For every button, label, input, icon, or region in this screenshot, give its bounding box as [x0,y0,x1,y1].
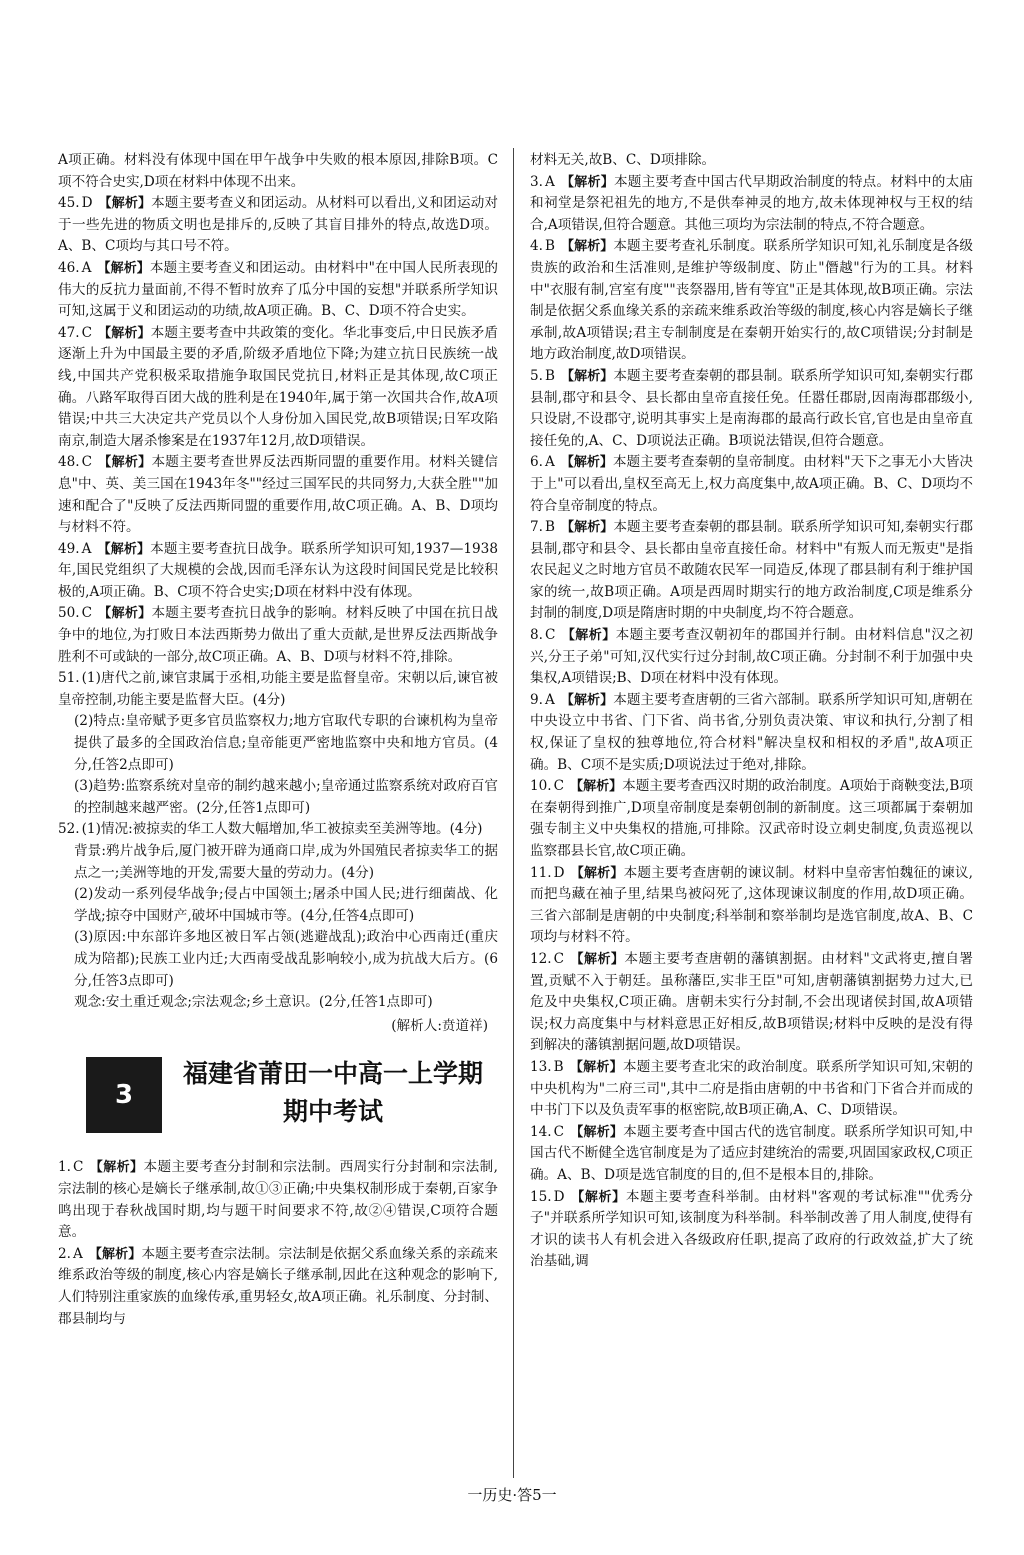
answer-choice: C [544,627,556,644]
page-footer: 一历史·答5一 [467,1486,557,1504]
answer-choice: C [553,950,565,967]
answer-choice: A [544,173,555,190]
answer-number: 12. [530,950,552,967]
analysis-text: 本题主要考查礼乐制度。联系所学知识可知,礼乐制度是各级贵族的政治和生活准则,是维护等级制度、防止"僭越"行为的工具。材料中"衣服有制,宫室有度""丧祭器用,皆有等宜"正是其体现,故B项正确。宗法制是依据父系血缘关系的亲疏来维系政治等级的制度,核心内容是嫡长子继承制,故A项错误;君主专制制度是在秦朝开始实行的,故C项错误;分封制是地方政治制度,故D项错误。 [530,238,973,363]
analysis-text: 观念:安土重迁观念;宗法观念;乡土意识。(2分,任答1点即可) [74,994,433,1011]
answer-item [58,193,498,258]
answer-item [74,841,498,884]
analysis-text: 本题主要考查义和团运动。从材料可以看出,义和团运动对于一些先进的物质文明也是排斥的,反映了其盲目排外的特点,故选D项。A、B、C项均与其口号不符。 [58,195,498,255]
answer-item [530,690,973,776]
answer-number: 49. [58,540,80,557]
analysis-tag: 【解析】 [98,325,151,341]
answer-choice: D [553,864,565,881]
analysis-text: 本题主要考查宗法制。宗法制是依据父系血缘关系的亲疏来维系政治等级的制度,核心内容是嫡长子继承制,因此在这种观念的影响下,人们特别注重家族的血缘传承,重男轻女,故A项正确。礼乐制度、分封制、郡县制均与 [58,1245,498,1327]
analysis-tag: 【解析】 [560,692,614,708]
answer-item [74,884,498,927]
right-answer-list [530,150,973,1273]
analysis-tag: 【解析】 [98,196,152,212]
analysis-text: (2)特点:皇帝赋予更多官员监察权力;地方官取代专职的台谏机构为皇帝提供了最多的全国政治信息;皇帝能更严密地监察中央和地方官员。(4分,任答2点即可) [74,713,498,773]
analysis-tag: 【解析】 [97,541,151,557]
left-column [58,150,498,1330]
analysis-text: (2)发动一系列侵华战争;侵占中国领土;屠杀中国人民;进行细菌战、化学战;掠夺中国财产,破坏中国城市等。(4分,任答4点即可) [74,886,498,924]
answer-item [530,1187,973,1273]
analysis-tag: 【解析】 [570,1189,626,1205]
answer-item [58,819,498,841]
analysis-tag: 【解析】 [560,368,614,384]
answer-item [58,1244,498,1330]
analysis-text: 本题主要考查中共政策的变化。华北事变后,中日民族矛盾逐渐上升为中国最主要的矛盾,阶级矛盾地位下降;为建立抗日民族统一战线,中国共产党积极采取措施争取国民党抗日,材料正是其体现,故C项正确。八路军取得百团大战的胜利是在1940年,属于第一次国共合作,故A项错误;中共三大决定共产党员以个人身份加入国民党,故B项错误;日军攻陷南京,制造大屠杀惨案是在1937年12月,故D项错误。 [58,324,498,449]
answer-choice: C [72,1159,84,1176]
analysis-text: 本题主要考查唐朝的藩镇割据。由材料"文武将吏,擅自署置,贡赋不入于朝廷。虽称藩臣,实非王臣"可知,唐朝藩镇割据势力过大,已危及中央集权,C项正确。唐朝未实行分封制,不会出现诸侯封国,故A项错误;权力高度集中与材料意思正好相反,故B项错误;材料中反映的是没有得到解决的藩镇割据问题,故D项错误。 [530,950,973,1054]
answer-choice: D [81,195,93,212]
exam-section-header [58,1049,498,1145]
analysis-text: 本题主要考查分封制和宗法制。西周实行分封制和宗法制,宗法制的核心是嫡长子继承制,故①③正确;中央集权制形成于秦朝,百家争鸣出现于春秋战国时期,均与题干时间要求不符,故②④错误,C项符合题意。 [58,1159,498,1241]
answer-number: 52. [58,821,80,838]
answer-item [530,1057,973,1122]
answer-number: 9. [530,691,543,708]
analyst-credit: (解析人:贲道祥) [391,1017,488,1034]
analysis-text: 本题主要考查秦朝的皇帝制度。由材料"天下之事无小大皆决于上"可以看出,皇权至高无上,权力高度集中,故A项正确。B、C、D项均不符合皇帝制度的特点。 [530,454,973,514]
answer-number: 1. [58,1159,71,1176]
answer-choice: D [553,1188,565,1205]
analysis-text: 本题主要考查中国古代早期政治制度的特点。材料中的太庙和祠堂是祭祀祖先的地方,不是供奉神灵的地方,故未体现神权与王权的结合,A项错误,但符合题意。其他三项均为宗法制的特点,不符合题意。 [530,173,973,233]
answer-choice: A [81,540,92,557]
answer-item [74,776,498,819]
analysis-tag: 【解析】 [98,455,152,471]
answer-item [530,949,973,1057]
answer-number: 46. [58,259,80,276]
answer-number: 6. [530,454,543,471]
analysis-tag: 【解析】 [89,1160,144,1176]
analysis-tag: 【解析】 [570,779,623,795]
answer-choice: A [81,259,92,276]
analysis-tag: 【解析】 [560,455,613,471]
analysis-text: 背景:鸦片战争后,厦门被开辟为通商口岸,成为外国殖民者掠卖华工的据点之一;美洲等地的开发,需要大量的劳动力。(4分) [74,843,498,881]
analysis-text: 本题主要考查抗日战争。联系所学知识可知,1937—1938年,国民党组织了大规模的会战,因而毛泽东认为这段时间国民党是比较积极的,A项正确。B、C项不符合史实;D项在材料中没有体现。 [58,540,498,600]
answer-number: 51. [58,670,80,687]
answer-choice: C [81,454,93,471]
analysis-tag: 【解析】 [570,1124,624,1140]
analysis-text: 本题主要考查秦朝的郡县制。联系所学知识可知,秦朝实行郡县制,郡守和县令、县长都由皇帝直接任免。任嚣任郡尉,因南海郡郡级小,只设尉,不设郡守,说明其事实上是南海郡的最高行政长官,官也是由皇帝直接任免的,A、C、D项说法正确。B项说法错误,但符合题意。 [530,367,973,449]
answer-item [58,539,498,604]
answer-choice: C [81,605,93,622]
answer-choice: C [553,778,565,795]
answer-number: 13. [530,1058,552,1075]
answer-item [530,366,973,452]
analysis-text: (1)唐代之前,谏官隶属于丞相,功能主要是监督皇帝。宋朝以后,谏官被皇帝控制,功能主要是监督大臣。(4分) [58,670,498,708]
answer-choice: A [544,454,555,471]
analysis-text: 本题主要考查世界反法西斯同盟的重要作用。材料关键信息"中、英、美三国在1943年冬""经过三国军民的共同努力,大获全胜""加速和配合了"反映了反法西斯同盟的重要作用,故C项正确。A、B、D项均与材料不符。 [58,454,498,536]
answer-choice: C [553,1123,565,1140]
answer-item [530,172,973,237]
answer-number: 10. [530,778,552,795]
answer-number: 5. [530,367,543,384]
answer-item [530,452,973,517]
answer-item [58,323,498,453]
analysis-tag: 【解析】 [88,1246,142,1262]
answer-number: 50. [58,605,80,622]
answer-item [58,668,498,711]
answer-number: 2. [58,1245,71,1262]
analysis-text: 本题主要考查秦朝的郡县制。联系所学知识可知,秦朝实行郡县制,郡守和县令、县长都由皇帝直接任命。材料中"有叛人而无叛吏"是指农民起义之时地方官员不敢随农民军一同造反,体现了郡县制有利于维护国家的统一,故B项正确。A项是西周时期实行的地方政治制度,C项是维系分封制的制度,D项是隋唐时期的中央制度,均不符合题意。 [530,519,973,622]
analysis-text: 本题主要考查西汉时期的政治制度。A项始于商鞅变法,B项在秦朝得到推广,D项皇帝制度是秦朝创制的新制度。这三项都属于秦朝加强专制主义中央集权的措施,可排除。汉武帝时设立刺史制度,负责巡视以监察郡县长官,故C项正确。 [530,778,973,859]
analysis-tag: 【解析】 [561,628,616,644]
right-column [530,150,973,1273]
answer-choice: C [81,324,93,341]
analysis-text: 本题主要考查唐朝的谏议制。材料中皇帝害怕魏征的谏议,而把鸟藏在袖子里,结果鸟被闷死了,这体现谏议制度的作用,故D项正确。三省六部制是唐朝的中央制度;科举制和察举制均是选官制度,故A、B、C项均与材料不符。 [530,864,973,946]
analysis-text: 本题主要考查义和团运动。由材料中"在中国人民所表现的伟大的反抗力量面前,不得不暂时放弃了瓜分中国的妄想"并联系所学知识可知,这属于义和团运动的功绩,故A项正确。B、C、D项不符合史实。 [58,259,498,320]
answer-item [530,1122,973,1187]
analysis-tag: 【解析】 [97,260,150,276]
analysis-tag: 【解析】 [98,606,152,622]
answer-choice: B [544,519,555,536]
answer-item [58,150,498,193]
answer-choice: B [553,1058,564,1075]
answer-number: 3. [530,173,543,190]
analysis-tag: 【解析】 [560,174,614,190]
answer-number: 47. [58,324,80,341]
answer-choice: B [544,238,555,255]
answer-item [58,258,498,323]
left-answer-list [58,150,498,1014]
answer-item [530,625,973,690]
analysis-text: (3)趋势:监察系统对皇帝的制约越来越小;皇帝通过监察系统对政府百官的控制越来越严密。(2分,任答1点即可) [74,778,498,816]
answer-item [530,236,973,366]
analysis-text: 本题主要考查科举制。由材料"客观的考试标准""优秀分子"并联系所学知识可知,该制度为科举制。科举制改善了用人制度,使得有才识的读书人有机会进入各级政府任职,提高了政府的行政效益,扩大了统治基础,调 [530,1188,973,1270]
analysis-tag: 【解析】 [560,520,614,536]
answer-item [58,1157,498,1243]
answer-item [530,150,973,172]
answer-item [74,927,498,992]
section-title-line1: 福建省莆田一中高一上学期 [182,1059,483,1089]
column-divider [513,148,514,1478]
answer-number: 7. [530,519,543,536]
section-title [168,1055,498,1131]
answer-item [74,711,498,776]
answer-item [530,517,973,625]
analysis-text: (1)情况:被掠卖的华工人数大幅增加,华工被掠卖至美洲等地。(4分) [81,821,483,838]
analysis-tag: 【解析】 [569,1059,623,1075]
answer-number: 48. [58,454,80,471]
analysis-text: 本题主要考查抗日战争的影响。材料反映了中国在抗日战争中的地位,为打败日本法西斯势力做出了重大贡献,是世界反法西斯战争胜利不可或缺的一部分,故C项正确。A、B、D项与材料不符,排除。 [58,605,498,665]
section-number-badge: 3 [86,1057,162,1133]
answer-number: 11. [530,864,552,881]
answer-item [530,863,973,949]
answer-number: 8. [530,627,543,644]
analysis-text: 材料无关,故B、C、D项排除。 [530,152,716,168]
analysis-text: A项正确。材料没有体现中国在甲午战争中失败的根本原因,排除B项。C项不符合史实,D项在材料中体现不出来。 [58,152,498,190]
analysis-text: 本题主要考查中国古代的选官制度。联系所学知识可知,中国古代不断健全选官制度是为了适应封建统治的需要,巩固国家政权,C项正确。A、B、D项是选官制度的目的,但不是根本目的,排除。 [530,1123,973,1183]
section-title-line2: 期中考试 [282,1097,383,1127]
answer-choice: B [544,367,555,384]
analysis-tag: 【解析】 [560,239,614,255]
analysis-text: 本题主要考查唐朝的三省六部制。联系所学知识可知,唐朝在中央设立中书省、门下省、尚书省,分别负责决策、审议和执行,分割了相权,保证了皇权的独尊地位,符合材料"解决皇权和相权的矛盾",故A项正确。B、C项不是实质;D项说法过于绝对,排除。 [530,691,973,773]
answer-number: 45. [58,195,80,212]
answer-item [58,452,498,538]
answer-number: 4. [530,238,543,255]
section-answer-list [58,1157,498,1330]
answer-number: 14. [530,1123,552,1140]
analysis-tag: 【解析】 [570,951,625,967]
analysis-text: (3)原因:中东部许多地区被日军占领(逃避战乱);政治中心西南迁(重庆成为陪都);民族工业内迁;大西南受战乱影响较小,成为抗战大后方。(6分,任答3点即可) [74,929,498,989]
answer-item [58,603,498,668]
answer-choice: A [72,1245,83,1262]
answer-number: 15. [530,1188,552,1205]
analysis-tag: 【解析】 [570,865,624,881]
answer-choice: A [544,691,555,708]
answer-item [530,776,973,862]
answer-item [74,992,498,1014]
analysis-text: 本题主要考查汉朝初年的郡国并行制。由材料信息"汉之初兴,分王子弟"可知,汉代实行过分封制,故C项正确。分封制不利于加强中央集权,A项错误;B、D项在材料中没有体现。 [530,627,973,687]
analysis-text: 本题主要考查北宋的政治制度。联系所学知识可知,宋朝的中央机构为"二府三司",其中二府是指由唐朝的中书省和门下省合并而成的中书门下以及负责军事的枢密院,故B项正确,A、C、D项错误。 [530,1058,973,1119]
